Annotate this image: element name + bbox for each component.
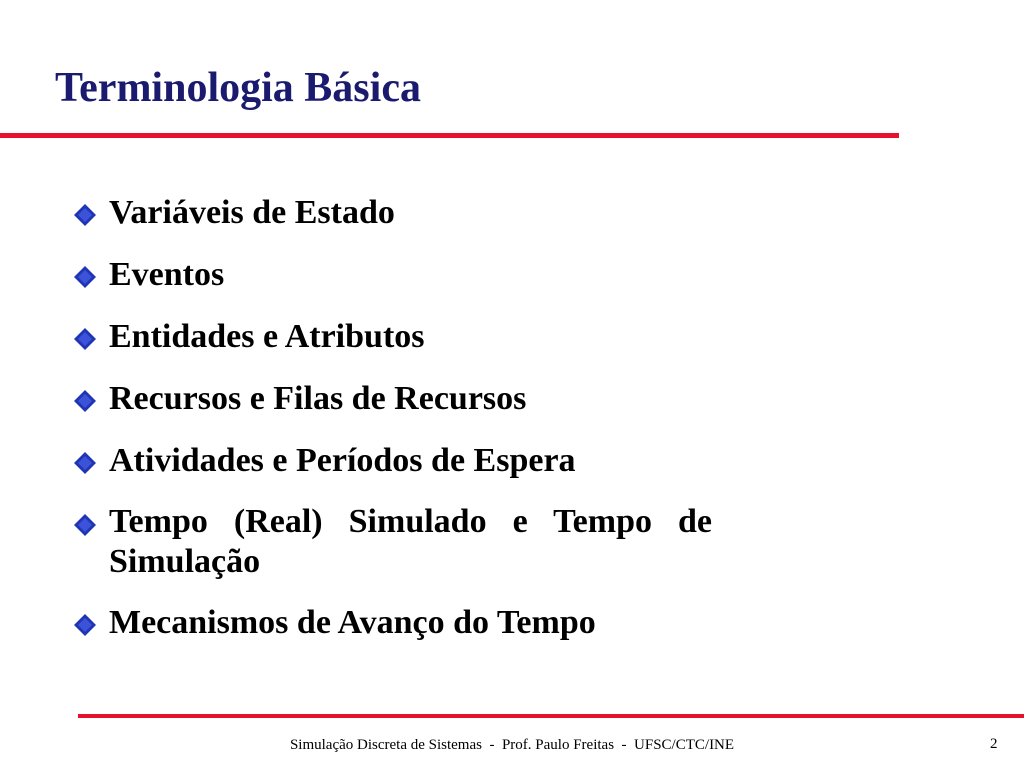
title-underline <box>0 133 899 138</box>
footer-text: Simulação Discreta de Sistemas - Prof. Paulo Freitas - UFSC/CTC/INE <box>289 737 735 753</box>
diamond-bullet-icon <box>74 328 96 350</box>
slide-title: Terminologia Básica <box>55 65 421 111</box>
bullet-list <box>72 192 712 664</box>
diamond-bullet-icon <box>74 204 96 226</box>
bullet-text: Eventos <box>109 256 225 293</box>
bullet-text: Atividades e Períodos de Espera <box>109 442 576 479</box>
bullet-text: Tempo (Real) Simulado e Tempo de Simulação <box>109 503 712 580</box>
bullet-text: Recursos e Filas de Recursos <box>109 380 527 417</box>
bullet-item <box>72 378 712 420</box>
bullet-text: Entidades e Atributos <box>109 318 425 355</box>
diamond-bullet-icon <box>74 514 96 536</box>
bullet-item <box>72 502 712 582</box>
footer-rule <box>78 714 1024 718</box>
bullet-item <box>72 254 712 296</box>
diamond-bullet-icon <box>74 390 96 412</box>
diamond-bullet-icon <box>74 266 96 288</box>
page-number: 2 <box>990 736 998 752</box>
bullet-text: Variáveis de Estado <box>109 194 395 231</box>
bullet-item <box>72 602 712 644</box>
bullet-text: Mecanismos de Avanço do Tempo <box>109 604 596 641</box>
bullet-item <box>72 316 712 358</box>
bullet-item <box>72 440 712 482</box>
diamond-bullet-icon <box>74 614 96 636</box>
bullet-item <box>72 192 712 234</box>
diamond-bullet-icon <box>74 452 96 474</box>
